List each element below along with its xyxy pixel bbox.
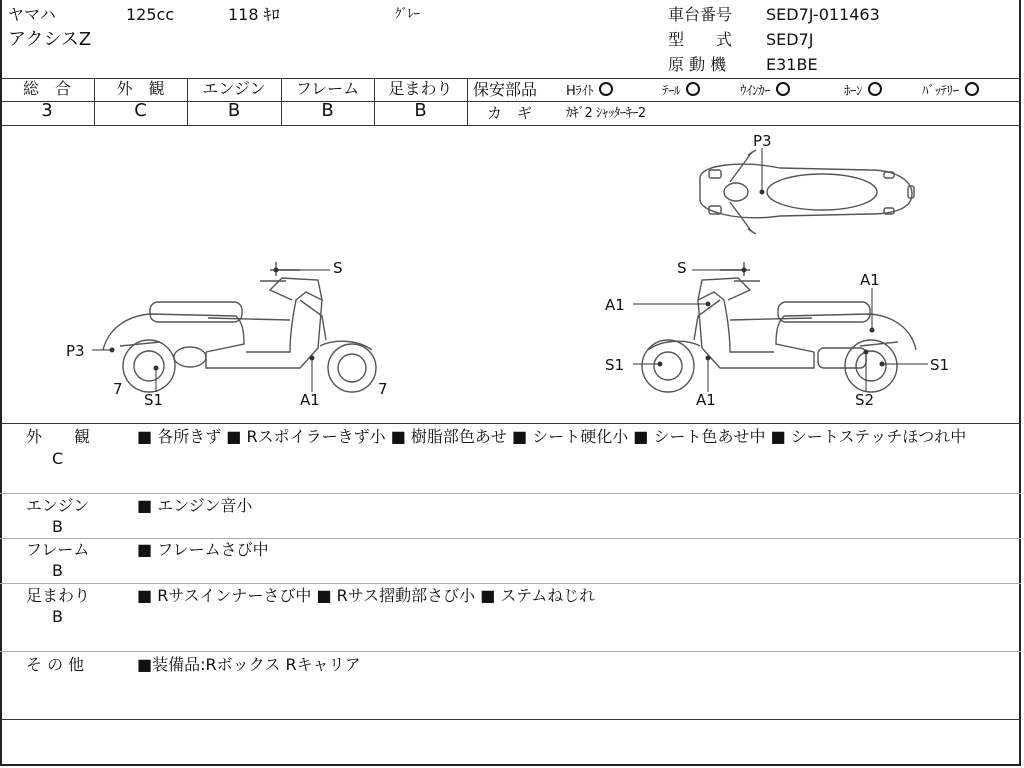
label-top-p3: P3 xyxy=(753,132,772,150)
frame-no-label: 車台番号 xyxy=(668,5,733,24)
type-value: SED7J xyxy=(766,30,814,49)
divider xyxy=(467,78,468,125)
ok-circle-icon xyxy=(965,82,979,96)
key-label: カ ギ xyxy=(487,104,533,122)
detail-label-engine: エンジン xyxy=(26,496,90,515)
mileage: 118 ｷﾛ xyxy=(228,5,280,24)
grade-label-overall: 総 合 xyxy=(22,79,71,98)
grade-value-overall: 3 xyxy=(41,100,53,121)
detail-text-exterior: ■ 各所きず ■ Rスポイラーきず小 ■ 樹脂部色あせ ■ シート硬化小 ■ シート色あせ中 ■ シートステッチほつれ中 xyxy=(137,427,967,446)
ok-circle-icon xyxy=(776,82,790,96)
label-right-a1-mid: A1 xyxy=(605,296,625,314)
divider xyxy=(468,101,1021,102)
label-left-7a: 7 xyxy=(113,380,123,398)
scooter-left-view xyxy=(103,262,376,392)
safety-tail: ﾃｰﾙ xyxy=(662,82,700,101)
safety-headlight: Hﾗｲﾄ xyxy=(566,82,613,101)
type-label: 型 式 xyxy=(668,30,733,49)
detail-label-suspension: 足まわり xyxy=(26,586,91,605)
divider xyxy=(0,651,1021,652)
maker: ヤマハ xyxy=(8,5,56,24)
displacement: 125cc xyxy=(126,5,175,24)
ok-circle-icon xyxy=(868,82,882,96)
safety-title: 保安部品 xyxy=(473,80,538,99)
grade-value-frame: B xyxy=(321,100,334,121)
label-left-a1: A1 xyxy=(300,391,320,409)
label-left-p3: P3 xyxy=(66,342,85,360)
detail-text-other: ■装備品:Rボックス Rキャリア xyxy=(137,655,361,674)
label-left-s: S xyxy=(333,259,343,277)
grade-label-exterior: 外 観 xyxy=(116,79,165,98)
divider xyxy=(0,493,1021,494)
label-right-a1-top: A1 xyxy=(860,271,880,289)
divider xyxy=(0,423,1021,424)
grade-label-engine: エンジン xyxy=(202,79,266,98)
body-color: ｸﾞﾚｰ xyxy=(395,7,420,22)
label-right-s1-left: S1 xyxy=(605,356,625,374)
detail-text-engine: ■ エンジン音小 xyxy=(137,496,253,515)
detail-label-exterior: 外 観 xyxy=(26,427,91,446)
detail-grade-exterior: C xyxy=(52,449,64,468)
detail-text-suspension: ■ Rサスインナーさび中 ■ Rサス摺動部さび小 ■ ステムねじれ xyxy=(137,586,596,605)
safety-battery: ﾊﾞｯﾃﾘｰ xyxy=(922,82,979,101)
label-right-s: S xyxy=(677,259,687,277)
model-name: アクシスZ xyxy=(8,29,92,50)
ok-circle-icon xyxy=(599,82,613,96)
grade-value-suspension: B xyxy=(414,100,427,121)
label-right-a1-bottom: A1 xyxy=(696,391,716,409)
safety-winker: ｳｲﾝｶｰ xyxy=(740,82,790,101)
label-left-s1: S1 xyxy=(144,391,164,409)
detail-label-frame: フレーム xyxy=(26,540,90,559)
grade-label-suspension: 足まわり xyxy=(388,79,453,98)
key-value: ｶｷﾞ2 ｼｬｯﾀｰｷｰ2 xyxy=(566,106,646,121)
grade-label-frame: フレーム xyxy=(295,79,360,98)
label-right-s2: S2 xyxy=(855,391,875,409)
ok-circle-icon xyxy=(686,82,700,96)
label-right-s1-right: S1 xyxy=(930,356,950,374)
label-left-7b: 7 xyxy=(378,380,388,398)
detail-text-frame: ■ フレームさび中 xyxy=(137,540,269,559)
safety-horn: ﾎｰﾝ xyxy=(844,82,882,101)
engine-model-value: E31BE xyxy=(766,55,818,74)
grade-value-exterior: C xyxy=(134,100,147,121)
detail-grade-suspension: B xyxy=(52,607,63,626)
divider xyxy=(0,583,1021,584)
detail-grade-engine: B xyxy=(52,517,63,536)
detail-grade-frame: B xyxy=(52,561,63,580)
frame-no-value: SED7J-011463 xyxy=(766,5,880,24)
engine-model-label: 原 動 機 xyxy=(668,55,727,74)
detail-label-other: そ の 他 xyxy=(26,655,85,674)
divider xyxy=(0,719,1021,720)
scooter-top-view xyxy=(700,150,914,234)
grade-value-engine: B xyxy=(227,100,241,121)
